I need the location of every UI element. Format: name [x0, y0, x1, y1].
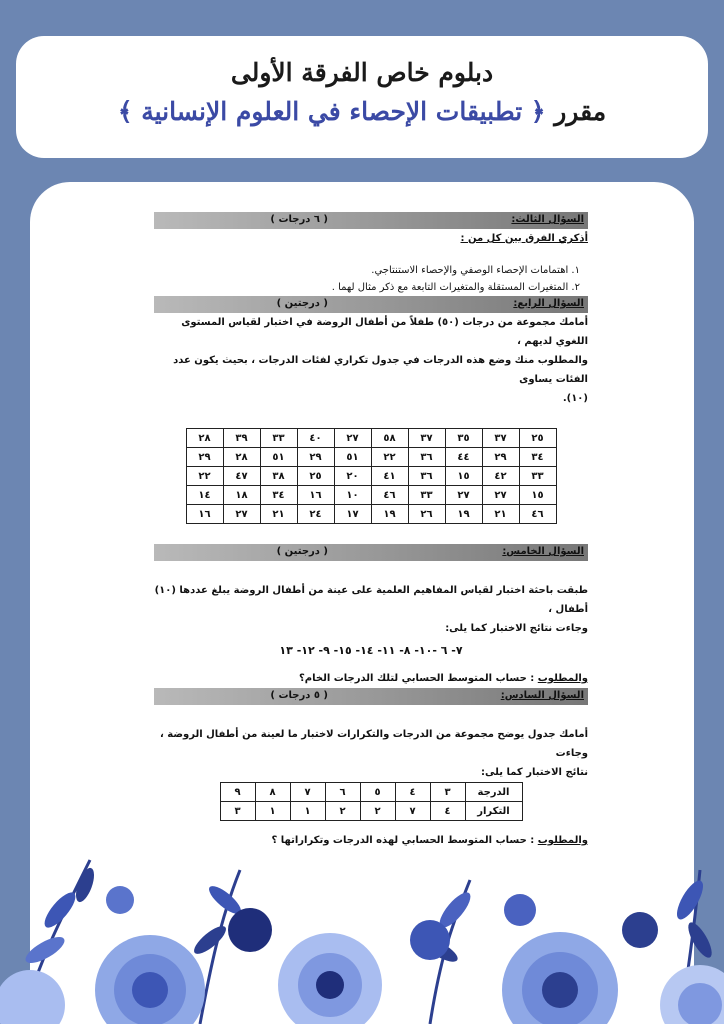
table-cell: ٢١	[260, 505, 297, 524]
q6-text-1: أمامك جدول يوضح مجموعة من الدرجات والتكرارات لاختبار ما لعينة من أطفال الروضة ، وجاءت	[160, 729, 588, 759]
table-cell: ٣٤	[519, 448, 556, 467]
table-cell: ٢٦	[408, 505, 445, 524]
table-row	[220, 783, 522, 802]
q6-frequency-table	[220, 782, 523, 821]
table-row-header: التكرار	[465, 802, 522, 821]
table-cell: ١٩	[371, 505, 408, 524]
course-title	[16, 97, 708, 126]
table-cell: ٢٧	[482, 486, 519, 505]
table-cell: ٤٤	[445, 448, 482, 467]
table-cell: ٣٤	[260, 486, 297, 505]
table-row	[186, 505, 556, 524]
course-prefix: مقرر	[554, 97, 607, 126]
q6-marks: ( ٥ درجات )	[270, 690, 328, 701]
table-cell: ٦	[325, 783, 360, 802]
table-cell: ٢٩	[186, 448, 223, 467]
table-row	[220, 802, 522, 821]
table-row	[186, 429, 556, 448]
q4-text-3: (١٠).	[562, 393, 588, 404]
table-cell: ٤	[395, 783, 430, 802]
table-cell: ٢٤	[297, 505, 334, 524]
table-cell: ٣٣	[260, 429, 297, 448]
table-cell: ٧	[395, 802, 430, 821]
table-cell: ١٨	[223, 486, 260, 505]
q4-text-1: أمامك مجموعة من درجات (٥٠) طفلاً من أطفال الروضة في اختبار لقياس المستوى اللغوي لديهم ،	[181, 317, 588, 347]
table-cell: ٥٨	[371, 429, 408, 448]
floral-border-illustration	[0, 840, 724, 1024]
table-cell: ٣٣	[408, 486, 445, 505]
table-cell: ٣٦	[408, 467, 445, 486]
table-cell: ٥١	[260, 448, 297, 467]
table-cell: ٢٠	[334, 467, 371, 486]
q6-required-label: والمطلوب	[537, 835, 588, 846]
q6-text-2: نتائج الاختبار كما يلى:	[481, 767, 588, 778]
table-cell: ٤٦	[371, 486, 408, 505]
table-cell: ٢١	[482, 505, 519, 524]
table-row	[186, 486, 556, 505]
table-cell: ٧	[290, 783, 325, 802]
q4-header-bar	[154, 296, 588, 313]
table-cell: ٢٢	[186, 467, 223, 486]
table-cell: ١٠	[334, 486, 371, 505]
q5-header-bar	[154, 544, 588, 561]
q5-text-1: طبقت باحثة اختبار لقياس المفاهيم العلمية على عينة من أطفال الروضة يبلغ عددها (١٠) أطفال ،	[154, 585, 588, 615]
table-cell: ٥	[360, 783, 395, 802]
q4-text-2: والمطلوب منك وضع هذه الدرجات في جدول تكراري لفئات الدرجات ، بحيث يكون عدد الفئات يساوى	[173, 355, 588, 385]
q3-header-bar	[154, 212, 588, 229]
table-cell: ٣٥	[445, 429, 482, 448]
course-name: ﴿ تطبيقات الإحصاء في العلوم الإنسانية ﴾	[117, 97, 546, 126]
q5-text-2: وجاءت نتائج الاختبار كما يلى:	[445, 623, 588, 634]
table-cell: ٢٢	[371, 448, 408, 467]
table-row	[186, 448, 556, 467]
q6-required-text: : حساب المتوسط الحسابي لهذه الدرجات وتكراراتها ؟	[271, 835, 535, 846]
q6-label: السؤال السادس:	[500, 690, 584, 701]
table-cell: ٢٥	[297, 467, 334, 486]
q5-required-text: : حساب المتوسط الحسابي لتلك الدرجات الخام؟	[298, 673, 535, 684]
table-cell: ٤٧	[223, 467, 260, 486]
table-cell: ٣٣	[519, 467, 556, 486]
q4-marks: ( درجتين )	[276, 298, 328, 309]
q5-required-label: والمطلوب	[537, 673, 588, 684]
table-cell: ٤	[430, 802, 465, 821]
table-cell: ٣	[220, 802, 255, 821]
table-cell: ٣٦	[408, 448, 445, 467]
table-cell: ٢٨	[223, 448, 260, 467]
table-cell: ٣٧	[408, 429, 445, 448]
table-cell: ٩	[220, 783, 255, 802]
table-cell: ٢٧	[445, 486, 482, 505]
table-cell: ١٤	[186, 486, 223, 505]
table-cell: ٢	[325, 802, 360, 821]
q5-marks: ( درجتين )	[276, 546, 328, 557]
q5-required	[154, 669, 588, 688]
exam-document	[154, 212, 588, 850]
table-cell: ١	[290, 802, 325, 821]
table-cell: ٢٥	[519, 429, 556, 448]
table-row-header: الدرجة	[465, 783, 522, 802]
table-cell: ٣٧	[482, 429, 519, 448]
table-cell: ٨	[255, 783, 290, 802]
table-cell: ١٦	[297, 486, 334, 505]
q4-label: السؤال الرابع:	[513, 298, 584, 309]
table-cell: ٥١	[334, 448, 371, 467]
q3-marks: ( ٦ درجات )	[270, 214, 328, 225]
table-cell: ٢٩	[482, 448, 519, 467]
table-cell: ١٧	[334, 505, 371, 524]
table-cell: ٢٧	[334, 429, 371, 448]
q3-label: السؤال الثالث:	[511, 214, 584, 225]
table-cell: ٣٨	[260, 467, 297, 486]
table-cell: ٤٦	[519, 505, 556, 524]
q6-header-bar	[154, 688, 588, 705]
table-cell: ٢٩	[297, 448, 334, 467]
q3-item-2: ٢. المتغيرات المستقلة والمتغيرات التابعة مع ذكر مثال لهما .	[331, 282, 580, 293]
table-cell: ٢٧	[223, 505, 260, 524]
q3-prompt: أذكري الفرق بين كل من :	[460, 233, 588, 244]
diploma-title: دبلوم خاص الفرقة الأولى	[230, 58, 494, 87]
table-cell: ١٩	[445, 505, 482, 524]
q5-label: السؤال الخامس:	[502, 546, 584, 557]
table-cell: ٣٩	[223, 429, 260, 448]
q5-score-sequence: ٧- ٦ -١٠- ٨- ١١- ١٤- ١٥- ٩- ١٢- ١٣	[279, 644, 463, 657]
table-cell: ٤١	[371, 467, 408, 486]
q3-item-1: ١. اهتمامات الإحصاء الوصفي والإحصاء الاستنتاجي.	[371, 265, 580, 276]
table-cell: ١٥	[519, 486, 556, 505]
table-cell: ١	[255, 802, 290, 821]
header-card	[16, 36, 708, 158]
q4-scores-table	[186, 428, 557, 524]
table-cell: ٤٢	[482, 467, 519, 486]
rose-flowers	[0, 886, 724, 1024]
table-cell: ١٦	[186, 505, 223, 524]
table-row	[186, 467, 556, 486]
table-cell: ٢٨	[186, 429, 223, 448]
table-cell: ٢	[360, 802, 395, 821]
table-cell: ٤٠	[297, 429, 334, 448]
table-cell: ٣	[430, 783, 465, 802]
table-cell: ١٥	[445, 467, 482, 486]
